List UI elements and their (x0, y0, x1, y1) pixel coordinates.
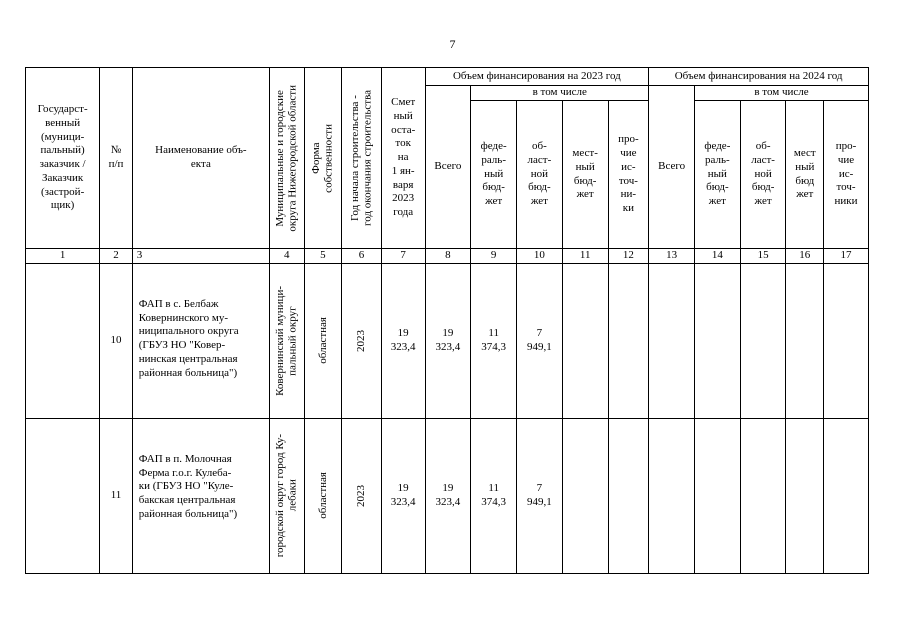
column-number: 10 (517, 249, 563, 264)
row-ownership-cell (304, 263, 342, 418)
row-num: 10 (100, 263, 133, 418)
table-row (26, 418, 869, 573)
row-balance: 19 323,4 (381, 418, 425, 573)
row-ownership: областная (316, 472, 329, 520)
row-customer (26, 263, 100, 418)
header-ownership: Форма собственности (310, 123, 335, 193)
row-regional-2023: 7 949,1 (517, 418, 563, 573)
column-number: 12 (608, 249, 649, 264)
header-other-2023: про- чие ис- точ- ни- ки (608, 101, 649, 249)
header-municipality-cell (270, 68, 305, 249)
header-ownership-cell (304, 68, 342, 249)
header-local-2024: мест ный бюд жет (786, 101, 824, 249)
header-object-name: Наименование объ- екта (132, 68, 269, 249)
row-municipality: городской округ город Ку- лебаки (274, 434, 299, 558)
header-local-2023: мест- ный бюд- жет (562, 101, 608, 249)
column-number: 13 (649, 249, 695, 264)
header-federal-2023: феде- раль- ный бюд- жет (471, 101, 517, 249)
column-number: 17 (824, 249, 869, 264)
header-funding-2024: Объем финансирования на 2024 год (649, 68, 869, 86)
column-number: 9 (471, 249, 517, 264)
row-local-2023 (562, 418, 608, 573)
header-incl-2023: в том числе (471, 86, 649, 101)
column-number: 4 (270, 249, 305, 264)
header-regional-2024: об- ласт- ной бюд- жет (740, 101, 786, 249)
row-num: 11 (100, 418, 133, 573)
row-regional-2024 (740, 263, 786, 418)
column-number: 7 (381, 249, 425, 264)
row-local-2024 (786, 263, 824, 418)
row-other-2024 (824, 263, 869, 418)
row-balance: 19 323,4 (381, 263, 425, 418)
header-years: Год начала строительства - год окончания строительства (348, 90, 374, 226)
row-municipality-cell (270, 418, 305, 573)
header-regional-2023: об- ласт- ной бюд- жет (517, 101, 563, 249)
row-total-2023: 19 323,4 (425, 418, 471, 573)
column-number: 15 (740, 249, 786, 264)
row-total-2024 (649, 418, 695, 573)
row-federal-2024 (694, 418, 740, 573)
row-other-2023 (608, 418, 649, 573)
column-number: 8 (425, 249, 471, 264)
header-municipality: Муниципальные и городские округа Нижегородской области (274, 84, 299, 232)
column-number: 11 (562, 249, 608, 264)
row-federal-2023: 11 374,3 (471, 418, 517, 573)
row-municipality-cell (270, 263, 305, 418)
row-years: 2023 (355, 484, 368, 507)
page-number: 7 (449, 37, 456, 51)
row-years-cell (342, 418, 382, 573)
header-balance: Смет ный оста- ток на 1 ян- варя 2023 года (381, 68, 425, 249)
row-local-2024 (786, 418, 824, 573)
header-years-cell (342, 68, 382, 249)
row-years-cell (342, 263, 382, 418)
row-regional-2024 (740, 418, 786, 573)
column-number: 16 (786, 249, 824, 264)
row-total-2024 (649, 263, 695, 418)
header-incl-2024: в том числе (694, 86, 868, 101)
row-regional-2023: 7 949,1 (517, 263, 563, 418)
row-object-name: ФАП в п. Молочная Ферма г.о.г. Кулеба- ки (ГБУЗ НО "Куле- бакская центральная районная больница") (132, 418, 269, 573)
header-row-1 (26, 68, 869, 86)
column-number: 1 (26, 249, 100, 264)
row-ownership: областная (316, 317, 329, 365)
row-total-2023: 19 323,4 (425, 263, 471, 418)
row-ownership-cell (304, 418, 342, 573)
funding-table (25, 67, 869, 574)
row-years: 2023 (355, 329, 368, 352)
column-number-row (26, 249, 869, 264)
row-other-2024 (824, 418, 869, 573)
column-number: 3 (132, 249, 269, 264)
row-federal-2023: 11 374,3 (471, 263, 517, 418)
table-row (26, 263, 869, 418)
header-funding-2023: Объем финансирования на 2023 год (425, 68, 649, 86)
header-total-2023: Всего (425, 86, 471, 249)
row-object-name: ФАП в с. Белбаж Ковернинского му- ниципального округа (ГБУЗ НО "Ковер- нинская центральная районная больница") (132, 263, 269, 418)
row-customer (26, 418, 100, 573)
row-municipality: Ковернинский муници- пальный округ (274, 285, 299, 396)
row-local-2023 (562, 263, 608, 418)
header-customer: Государст- венный (муници- пальный) заказчик / Заказчик (застрой- щик) (26, 68, 100, 249)
column-number: 2 (100, 249, 133, 264)
row-other-2023 (608, 263, 649, 418)
column-number: 14 (694, 249, 740, 264)
column-number: 5 (304, 249, 342, 264)
header-other-2024: про- чие ис- точ- ники (824, 101, 869, 249)
column-number: 6 (342, 249, 382, 264)
header-total-2024: Всего (649, 86, 695, 249)
header-federal-2024: феде- раль- ный бюд- жет (694, 101, 740, 249)
header-num: № п/п (100, 68, 133, 249)
row-federal-2024 (694, 263, 740, 418)
